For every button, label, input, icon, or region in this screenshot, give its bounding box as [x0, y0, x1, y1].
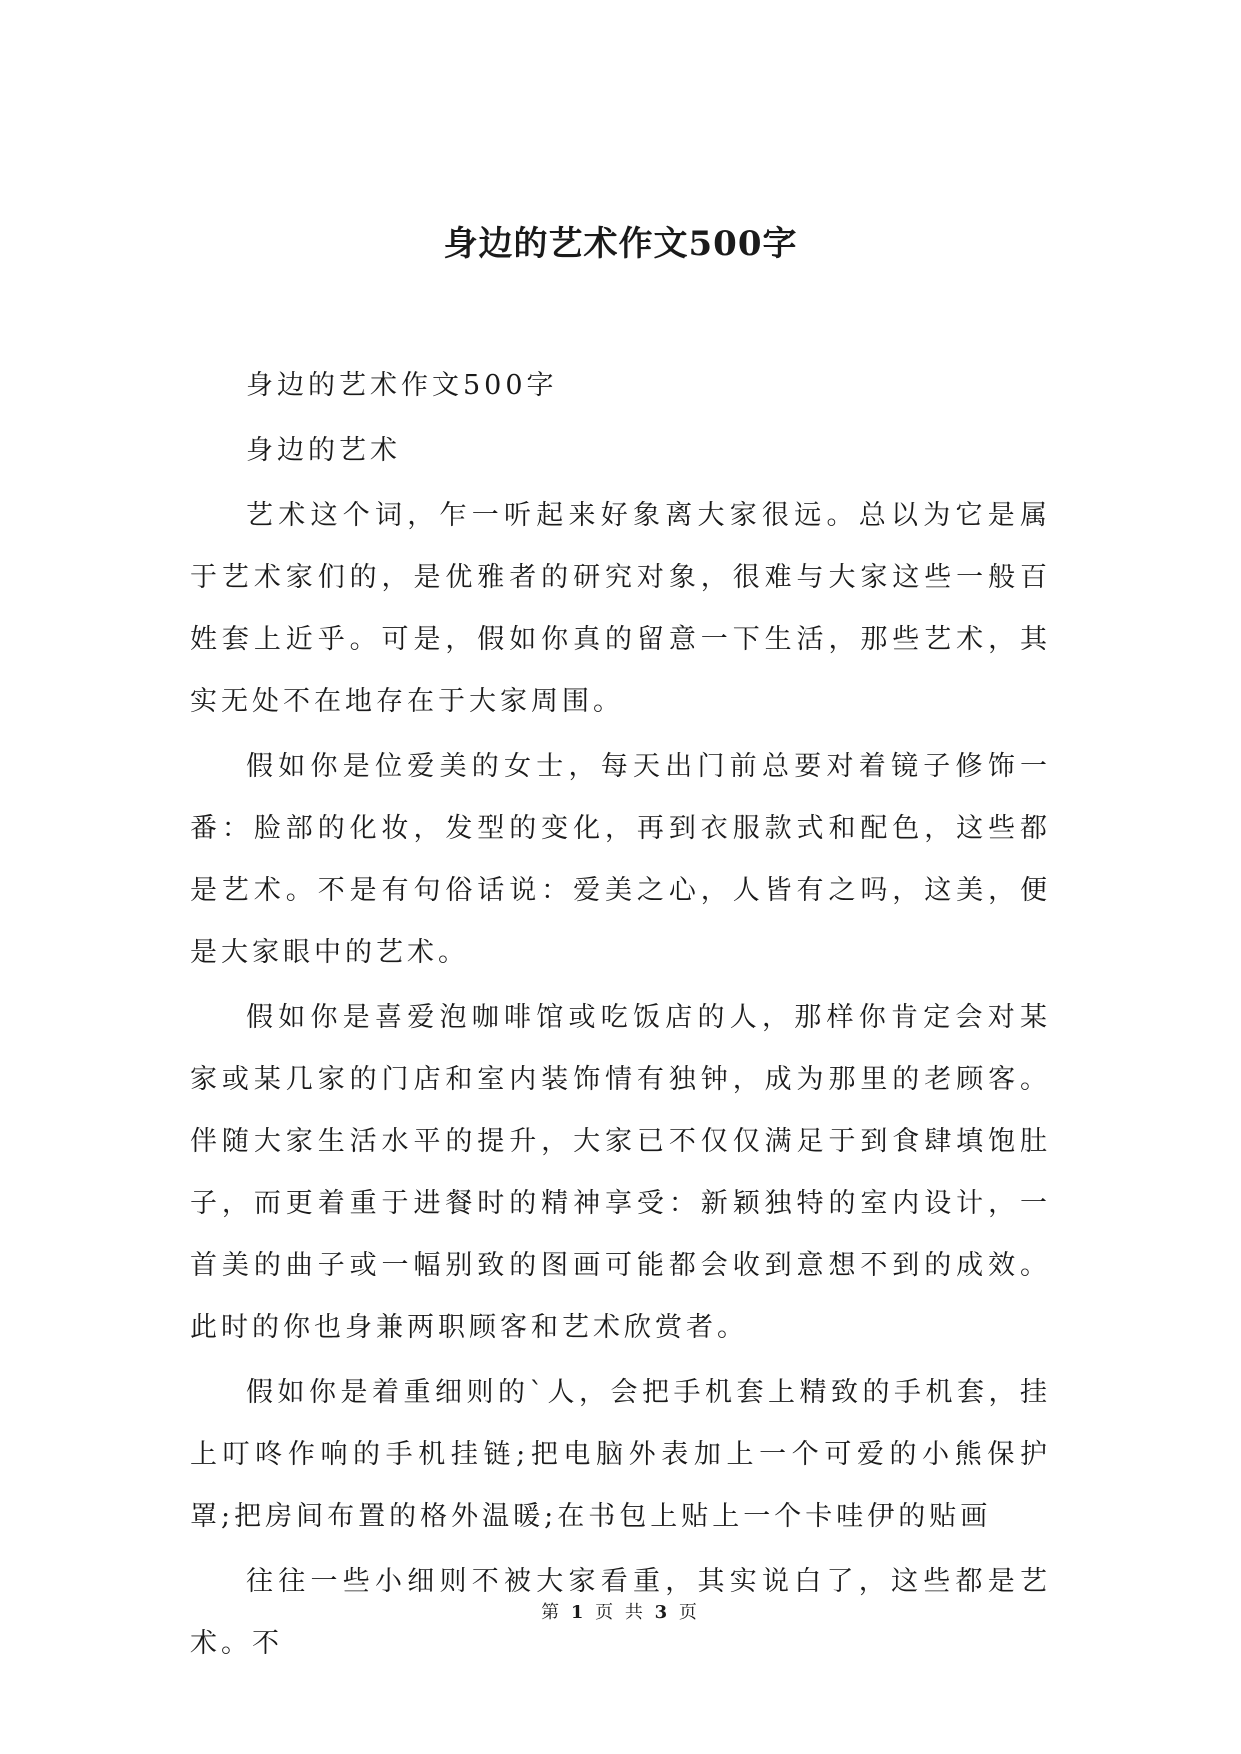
- footer-total-pages: 3: [654, 1602, 671, 1623]
- footer-suffix: 页: [678, 1602, 700, 1623]
- paragraph: 身边的艺术作文500字: [246, 370, 558, 401]
- paragraph: 往往一些小细则不被大家看重，其实说白了，这些都是艺术。不: [190, 1566, 1051, 1659]
- footer-page-number: 1: [570, 1602, 587, 1623]
- footer-mid: 页 共: [595, 1602, 646, 1623]
- paragraph: 假如你是喜爱泡咖啡馆或吃饭店的人，那样你肯定会对某家或某几家的门店和室内装饰情有独钟，成为那里的老顾客。伴随大家生活水平的提升，大家已不仅仅满足于到食肆填饱肚子，而更着重于进餐时的精神享受：新颖独特的室内设计，一首美的曲子或一幅别致的图画可能都会收到意想不到的成效。此时的你也身兼两职顾客和艺术欣赏者。: [190, 1002, 1051, 1343]
- paragraph: 假如你是着重细则的`人，会把手机套上精致的手机套，挂上叮咚作响的手机挂链;把电脑外表加上一个可爱的小熊保护罩;把房间布置的格外温暖;在书包上贴上一个卡哇伊的贴画: [190, 1377, 1051, 1532]
- page-footer: [0, 1601, 1241, 1625]
- paragraph: 身边的艺术: [246, 435, 401, 466]
- paragraph: 艺术这个词，乍一听起来好象离大家很远。总以为它是属于艺术家们的，是优雅者的研究对象，很难与大家这些一般百姓套上近乎。可是，假如你真的留意一下生活，那些艺术，其实无处不在地存在于大家周围。: [190, 500, 1051, 717]
- document-body: [190, 355, 1051, 1678]
- document-title: 身边的艺术作文500字: [443, 224, 798, 264]
- footer-prefix: 第: [541, 1602, 563, 1623]
- paragraph: 假如你是位爱美的女士，每天出门前总要对着镜子修饰一番：脸部的化妆，发型的变化，再到衣服款式和配色，这些都是艺术。不是有句俗话说：爱美之心，人皆有之吗，这美，便是大家眼中的艺术。: [190, 751, 1051, 968]
